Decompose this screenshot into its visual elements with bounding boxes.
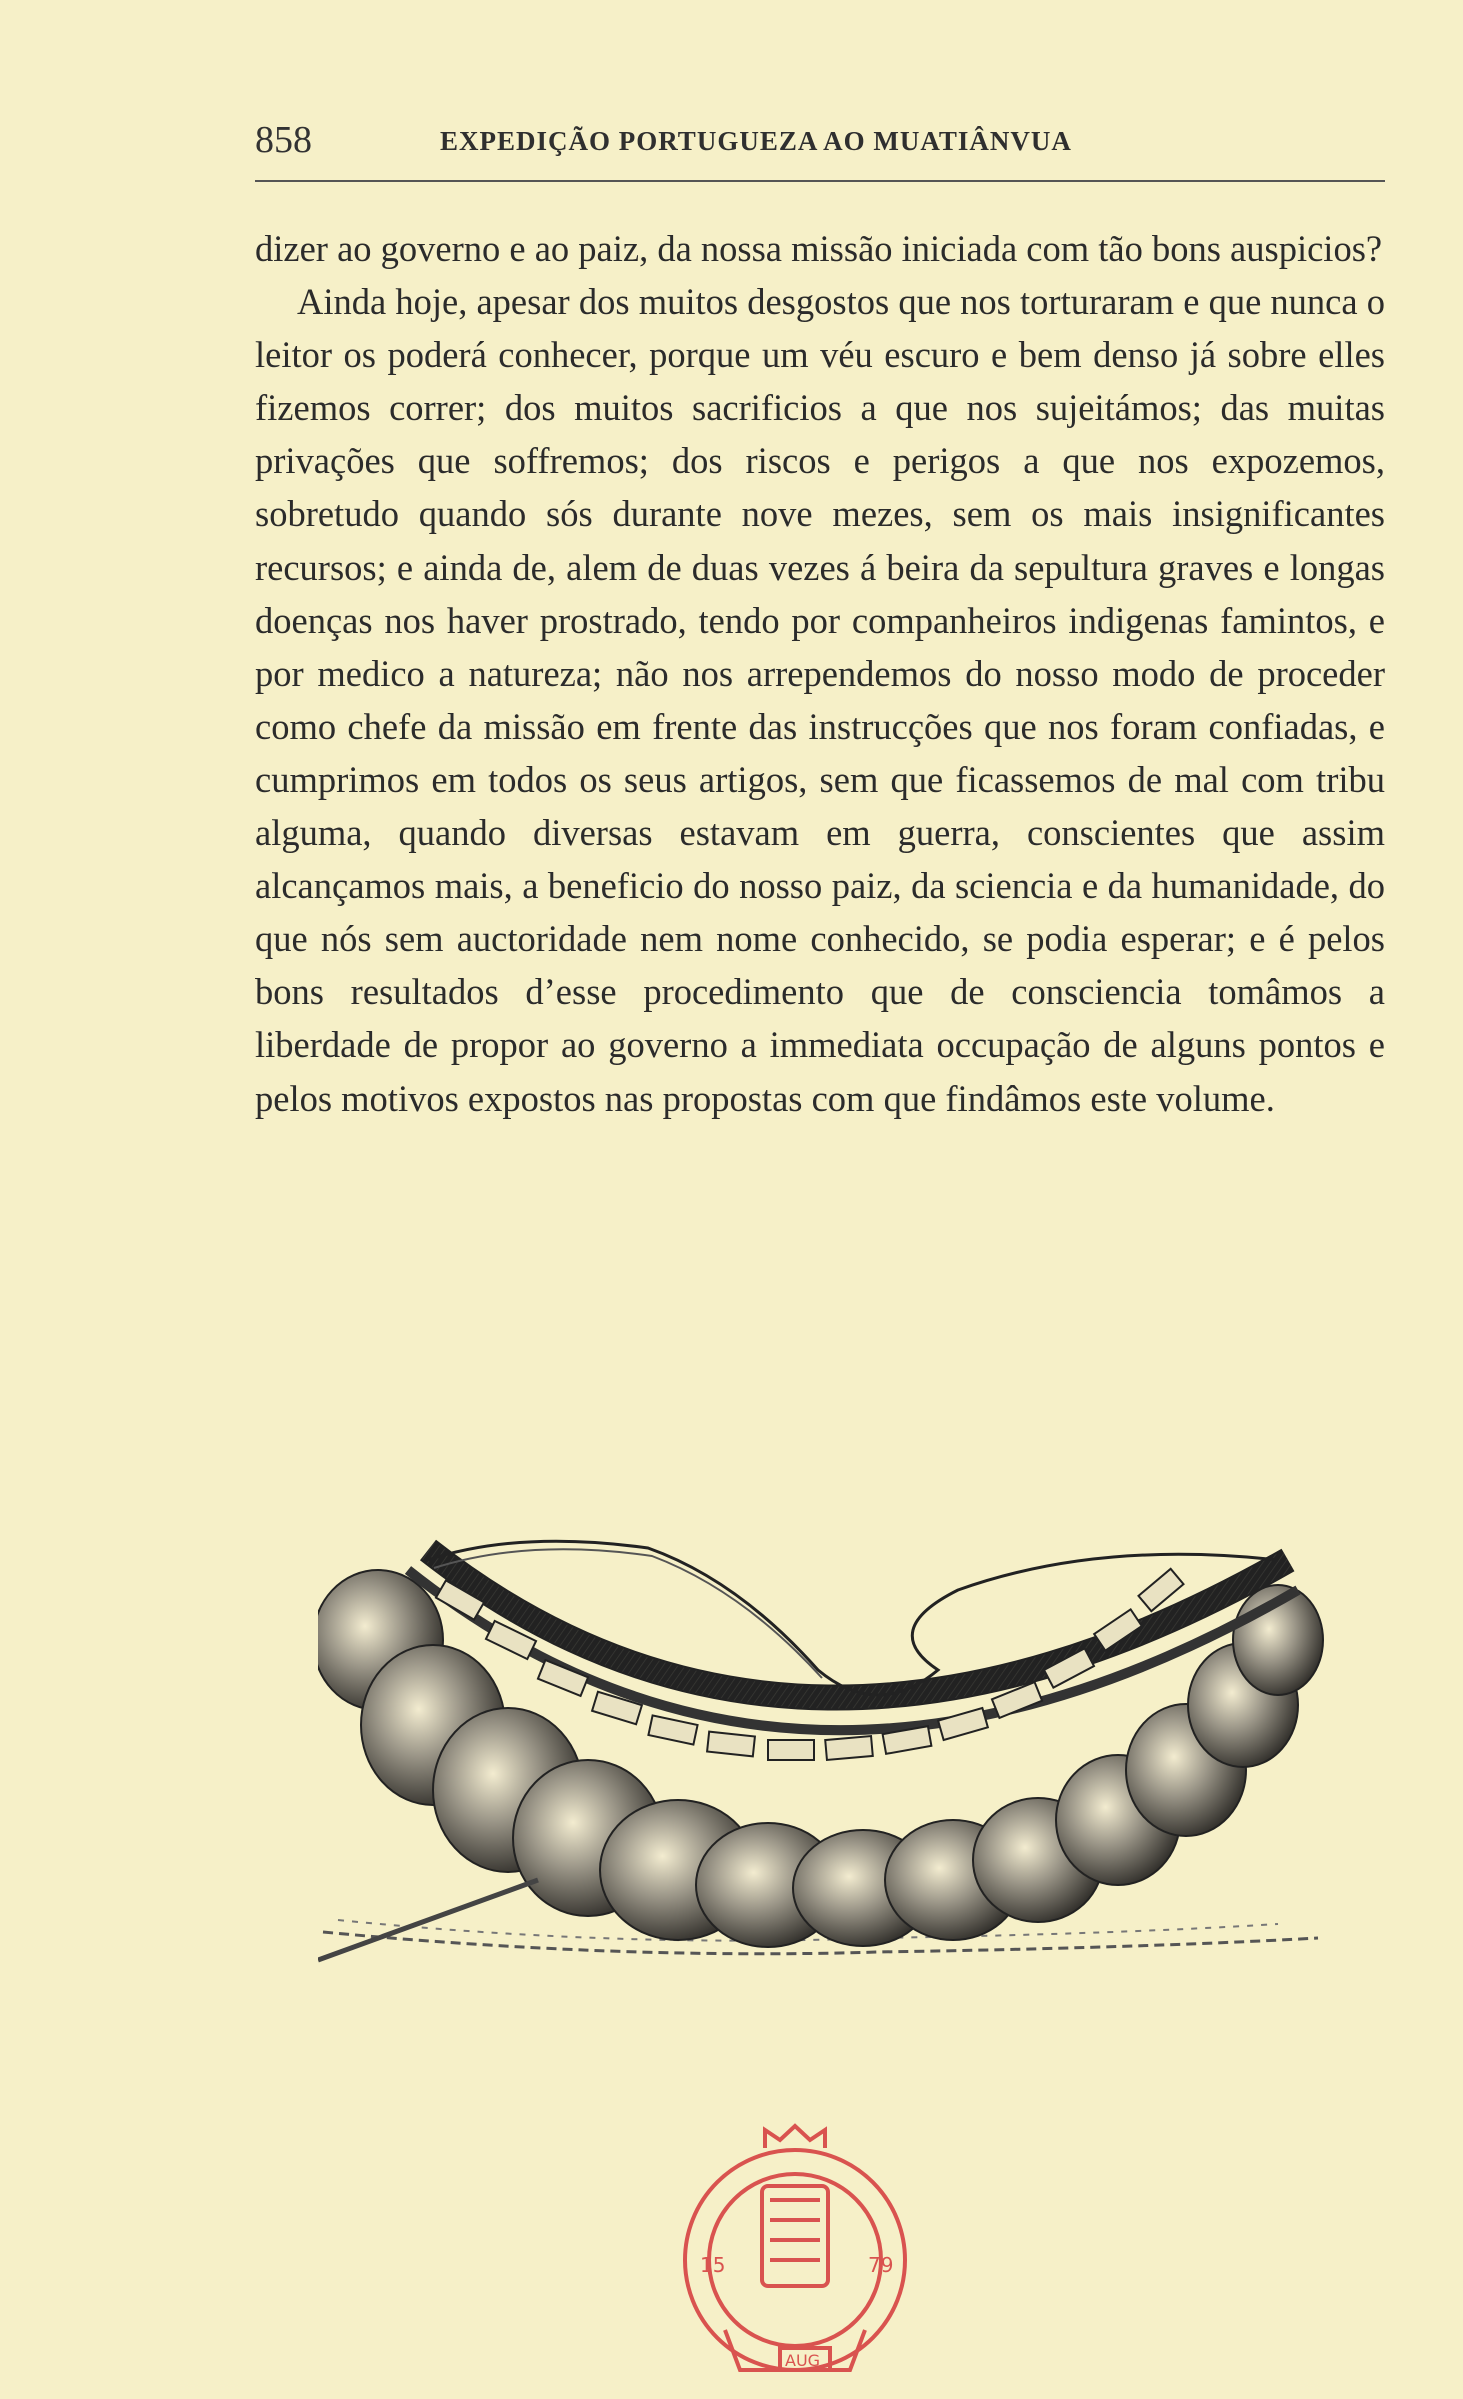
stamp-month: AUG (785, 2351, 821, 2370)
page-number: 858 (255, 119, 312, 161)
body-text (255, 222, 1385, 1125)
library-stamp (670, 2120, 920, 2390)
continuation-paragraph: dizer ao governo e ao paiz, da nossa missão iniciada com tão bons auspicios? (255, 228, 1383, 269)
stamp-right-number: 79 (868, 2253, 894, 2277)
main-paragraph: Ainda hoje, apesar dos muitos desgostos que nos torturaram e que nunca o leitor os poderá conhecer, porque um véu escuro e bem denso já sobre elles fizemos correr; dos muitos sacrificios a que nos sujeitámos; das muitas privações que soffremos; dos riscos e perigos a que nos expozemos, sobretudo quando sós durante nove mezes, sem os mais insignificantes recursos; e ainda de, alem de duas vezes á beira da sepultura graves e longas doenças nos haver prostrado, tendo por companheiros indigenas famintos, e por medico a natureza; não nos arrependemos do nosso modo de proceder como chefe da missão em frente das instrucções que nos foram confiadas, e cumprimos em todos os seus artigos, sem que ficassemos de mal com tribu alguma, quando diversas estavam em guerra, conscientes que assim alcançamos mais, a beneficio do nosso paiz, da sciencia e da humanidade, do que nós sem auctoridade nem nome conhecido, se podia esperar; e é pelos bons resultados d’esse procedimento que de consciencia tomâmos a liberdade de propor ao governo a immediata occupação de alguns pontos e pelos motivos expostos nas propostas com que findâmos este volume. (255, 281, 1385, 1119)
stamp-left-number: 15 (700, 2253, 726, 2277)
header-rule (255, 180, 1385, 182)
page-header (255, 118, 1385, 161)
running-title: EXPEDIÇÃO PORTUGUEZA AO MUATIÂNVUA (440, 126, 1072, 156)
marimba-engraving (318, 1520, 1378, 1970)
